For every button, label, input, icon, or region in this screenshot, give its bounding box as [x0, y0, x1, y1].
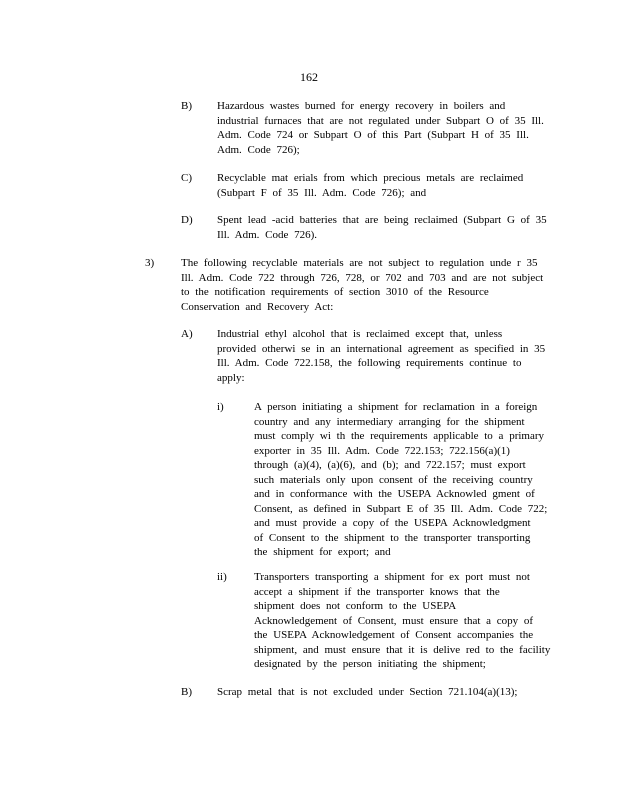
text-line: such materials only upon consent of the receiving country	[254, 473, 533, 486]
text-line: Ill. Adm. Code 722.158, the following requirements continue to	[217, 357, 522, 369]
item-marker: D)	[181, 214, 193, 226]
text-line: shipment, and must ensure that it is delive red to the facility	[254, 643, 551, 656]
text-line: Scrap metal that is not excluded under Section 721.104(a)(13);	[217, 686, 518, 698]
item-text	[217, 213, 547, 242]
text-line: Consent, as defined in Subpart E of 35 Ill. Adm. Code 722;	[254, 502, 548, 515]
text-line: Acknowledgement of Consent, must ensure that a copy of	[254, 614, 534, 627]
text-line: the USEPA Acknowledgement of Consent accompanies the	[254, 629, 534, 641]
text-line: Adm. Code 724 or Subpart O of this Part (Subpart H of 35 Ill.	[217, 129, 529, 141]
text-line: Ill. Adm. Code 726).	[217, 228, 318, 241]
item-text	[217, 327, 547, 385]
text-line: Adm. Code 726);	[217, 143, 300, 156]
item-text	[181, 256, 551, 314]
text-line: Recyclable mat erials from which precious metals are reclaimed	[217, 172, 524, 184]
text-line: must comply wi th the requirements applicable to a primary	[254, 430, 545, 442]
item-text	[254, 400, 554, 560]
text-line: to the notification requirements of section 3010 of the Resource	[181, 286, 489, 298]
item-marker: B)	[181, 686, 192, 698]
text-line: designated by the person initiating the shipment;	[254, 658, 486, 670]
item-marker: 3)	[145, 257, 155, 269]
text-line: of Consent to the shipment to the transporter transporting	[254, 531, 531, 544]
text-line: (Subpart F of 35 Ill. Adm. Code 726); and	[217, 186, 427, 199]
text-line: Spent lead -acid batteries that are being reclaimed (Subpart G of 35	[217, 214, 547, 226]
text-line: accept a shipment if the transporter knows that the	[254, 585, 500, 598]
item-marker: A)	[181, 328, 193, 340]
item-text	[254, 570, 554, 672]
text-line: Industrial ethyl alcohol that is reclaimed except that, unless	[217, 328, 503, 340]
text-line: through (a)(4), (a)(6), and (b); and 722.157; must export	[254, 459, 526, 471]
item-marker: ii)	[217, 571, 227, 583]
text-line: apply:	[217, 371, 245, 384]
item-marker: i)	[217, 401, 224, 413]
text-line: Conservation and Recovery Act:	[181, 300, 334, 313]
text-line: and in conformance with the USEPA Acknowled gment of	[254, 488, 535, 500]
text-line: exporter in 35 Ill. Adm. Code 722.153; 722.156(a)(1)	[254, 444, 510, 457]
text-line: the shipment for export; and	[254, 546, 391, 558]
page-number: 162	[300, 70, 318, 84]
item-text	[217, 685, 557, 700]
text-line: shipment does not conform to the USEPA	[254, 600, 457, 612]
text-line: Transporters transporting a shipment for ex port must not	[254, 571, 530, 583]
item-marker: B)	[181, 100, 192, 112]
text-line: The following recyclable materials are not subject to regulation unde r 35	[181, 257, 538, 269]
text-line: Hazardous wastes burned for energy recovery in boilers and	[217, 100, 506, 112]
text-line: Ill. Adm. Code 722 through 726, 728, or 702 and 703 and are not subject	[181, 271, 544, 284]
text-line: and must provide a copy of the USEPA Acknowledgment	[254, 517, 531, 529]
text-line: industrial furnaces that are not regulated under Subpart O of 35 Ill.	[217, 114, 544, 127]
text-line: country and any intermediary arranging for the shipment	[254, 415, 525, 428]
item-marker: C)	[181, 172, 192, 184]
text-line: A person initiating a shipment for reclamation in a foreign	[254, 401, 538, 413]
text-line: provided otherwi se in an international agreement as specified in 35	[217, 342, 546, 355]
item-text	[217, 171, 547, 200]
item-text	[217, 99, 547, 157]
